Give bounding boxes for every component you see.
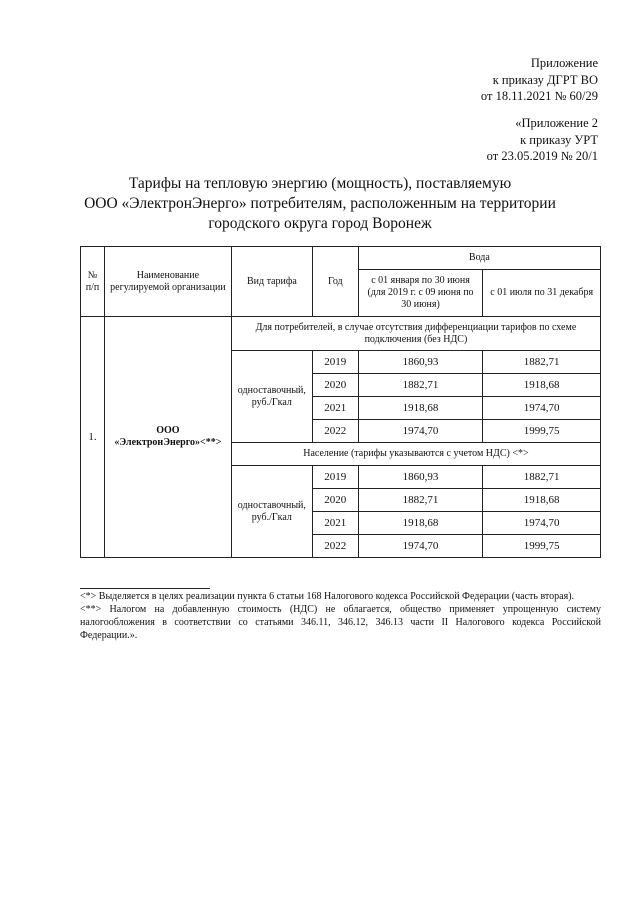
title-line: ООО «ЭлектронЭнерго» потребителям, расположенным на территории	[84, 195, 556, 212]
value-cell: 1918,68	[358, 512, 483, 535]
header-organization: Наименование регулируемой организации	[104, 247, 231, 317]
section-row	[81, 317, 601, 351]
organization-name: ООО «ЭлектронЭнерго»<**>	[104, 317, 231, 558]
annex-reference	[487, 115, 598, 165]
row-number: 1.	[81, 317, 105, 558]
header-row	[81, 247, 601, 270]
year-cell: 2019	[312, 351, 358, 374]
value-cell: 1974,70	[483, 512, 601, 535]
value-cell: 1882,71	[483, 466, 601, 489]
annex-line: «Приложение 2	[515, 116, 598, 130]
tariff-table	[80, 246, 601, 558]
section-title: Население (тарифы указываются с учетом НДС) <*>	[231, 443, 600, 466]
year-cell: 2020	[312, 489, 358, 512]
header-period-1: с 01 января по 30 июня (для 2019 г. с 09 июня по 30 июня)	[358, 270, 483, 317]
header-num: № п/п	[81, 247, 105, 317]
year-cell: 2021	[312, 397, 358, 420]
annex-header	[481, 55, 598, 105]
header-water: Вода	[358, 247, 600, 270]
header-tariff-type: Вид тарифа	[231, 247, 312, 317]
value-cell: 1999,75	[483, 420, 601, 443]
value-cell: 1882,71	[358, 374, 483, 397]
value-cell: 1918,68	[483, 374, 601, 397]
value-cell: 1918,68	[358, 397, 483, 420]
annex-line: от 18.11.2021 № 60/29	[480, 89, 598, 103]
year-cell: 2020	[312, 374, 358, 397]
document-title	[0, 174, 640, 234]
value-cell: 1918,68	[483, 489, 601, 512]
value-cell: 1860,93	[358, 466, 483, 489]
section-title: Для потребителей, в случае отсутствия дифференциации тарифов по схеме подключения (без НДС)	[231, 317, 600, 351]
footnote-2: <**> Налогом на добавленную стоимость (НДС) не облагается, общество применяет упрощенную систему налогообложения в соответствии со статьями 346.11, 346.12, 346.13 части II Налогового кодекса Российской Федерации.».	[80, 604, 601, 641]
value-cell: 1860,93	[358, 351, 483, 374]
year-cell: 2019	[312, 466, 358, 489]
value-cell: 1974,70	[483, 397, 601, 420]
tariff-type-cell: одноставочный, руб./Гкал	[231, 466, 312, 558]
year-cell: 2022	[312, 420, 358, 443]
value-cell: 1974,70	[358, 535, 483, 558]
value-cell: 1882,71	[358, 489, 483, 512]
annex-line: к приказу ДГРТ ВО	[492, 72, 598, 87]
annex-line: от 23.05.2019 № 20/1	[486, 149, 598, 163]
header-period-2: с 01 июля по 31 декабря	[483, 270, 601, 317]
annex-line: к приказу УРТ	[520, 132, 598, 147]
value-cell: 1974,70	[358, 420, 483, 443]
year-cell: 2021	[312, 512, 358, 535]
footnote-separator	[80, 588, 210, 589]
title-line: городского округа город Воронеж	[208, 215, 432, 232]
value-cell: 1999,75	[483, 535, 601, 558]
title-line: Тарифы на тепловую энергию (мощность), поставляемую	[128, 175, 512, 192]
footnotes	[80, 588, 601, 642]
tariff-type-cell: одноставочный, руб./Гкал	[231, 351, 312, 443]
header-year: Год	[312, 247, 358, 317]
annex-line: Приложение	[530, 56, 598, 70]
year-cell: 2022	[312, 535, 358, 558]
value-cell: 1882,71	[483, 351, 601, 374]
footnote-1: <*> Выделяется в целях реализации пункта 6 статьи 168 Налогового кодекса Российской Федерации (часть вторая).	[80, 591, 575, 602]
